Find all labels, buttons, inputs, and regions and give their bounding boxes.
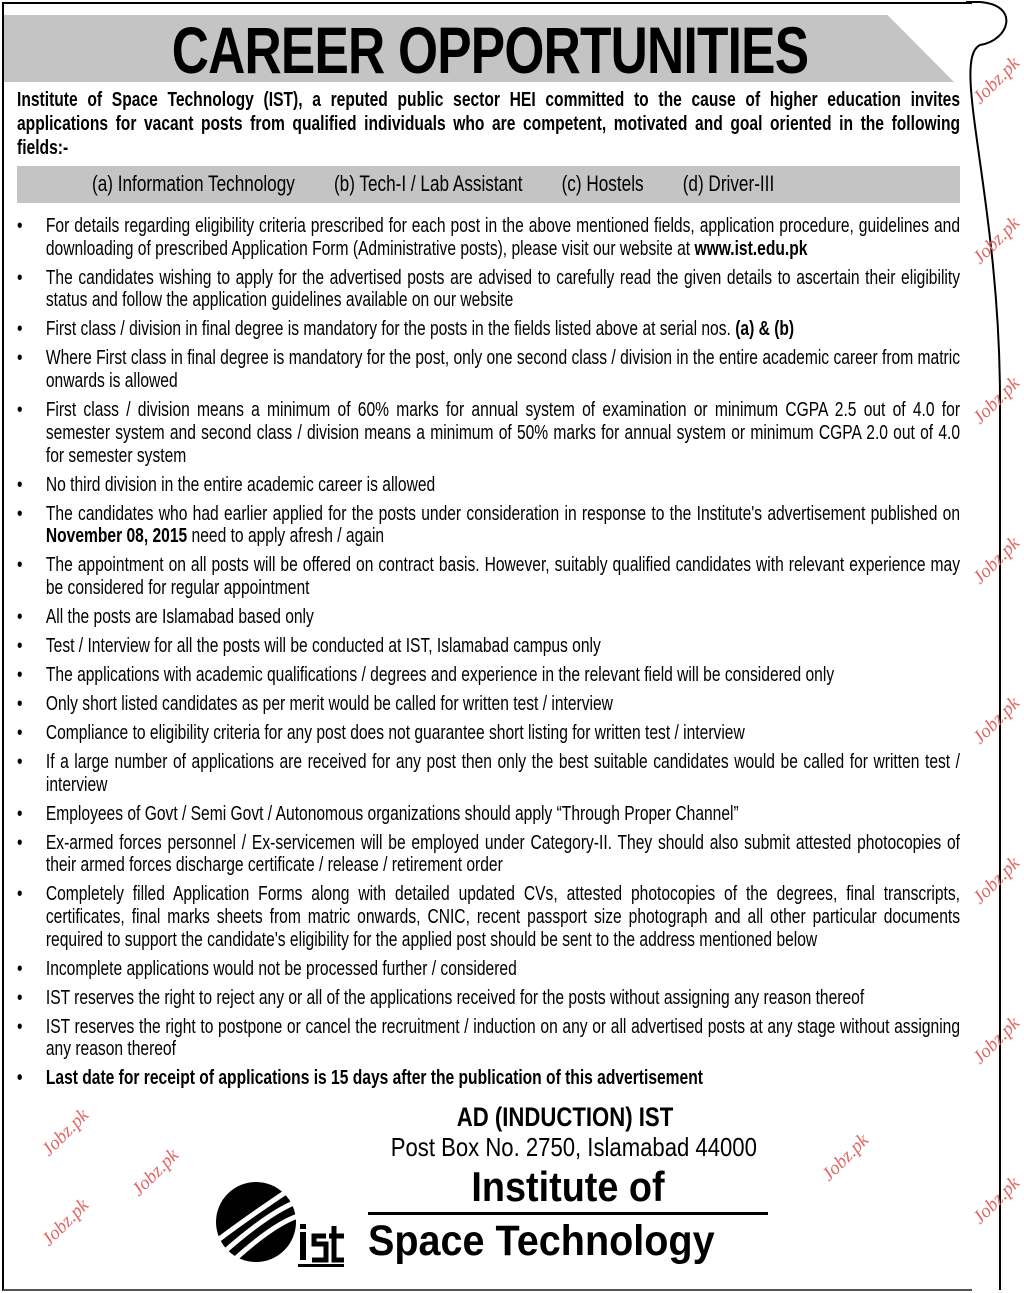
watermark: Jobz.pk [968, 1172, 1024, 1229]
list-item [17, 399, 960, 467]
bullet-text: No third division in the entire academic career is allowed [45, 473, 436, 496]
bullet-text: Compliance to eligibility criteria for any post does not guarantee short listing for written test / interview [45, 721, 745, 744]
bullet-text: Last date for receipt of applications is 15 days after the publication of this advertisement [45, 1067, 703, 1090]
watermark: Jobz.pk [127, 1145, 184, 1201]
fields-list [92, 170, 809, 198]
bullet-text: First class / division means a minimum of 60% marks for annual system of examination or minimum CGPA 2.5 out of 4.0 for semester system and second class / division means a minimum of 50% marks for annual system or minimum CGPA 2.0 out of 4.0 for semester system [45, 399, 961, 467]
list-item [17, 318, 960, 341]
bullet-text: Test / Interview for all the posts will be conducted at IST, Islamabad campus only [45, 634, 601, 657]
list-item [17, 803, 960, 826]
bullet-text: If a large number of applications are received for any post then only the best suitable candidates would be called for written test / interview [45, 750, 961, 796]
list-item [17, 987, 960, 1010]
address-block [360, 1102, 770, 1162]
fields-bar [17, 166, 960, 203]
bold-text: November 08, 2015 [45, 525, 188, 548]
list-item [17, 722, 960, 745]
watermark: Jobz.pk [968, 212, 1024, 269]
watermark: Jobz.pk [968, 52, 1024, 109]
watermark: Jobz.pk [968, 852, 1024, 909]
list-item [17, 883, 960, 951]
list-item [17, 267, 960, 312]
watermark: Jobz.pk [968, 532, 1024, 589]
bullet-text: Completely filled Application Forms along with detailed updated CVs, attested photocopies of the degrees, final transcripts, certificates, final marks sheets from matric onwards, CNIC, recent passport size photograph and all other particular documents required to support the candidate's eligibility for the applied post should be sent to the address mentioned below [45, 883, 961, 951]
bullet-text: The candidates who had earlier applied for the posts under consideration in response to the Institute's advertisement published on [45, 502, 961, 525]
requirements-list [17, 215, 960, 1090]
list-item [17, 1016, 960, 1061]
footer [17, 1102, 960, 1282]
bullet-text: need to apply afresh / again [187, 525, 385, 548]
website-link[interactable]: www.ist.edu.pk [694, 237, 808, 260]
bullet-text: Only short listed candidates as per merit would be called for written test / interview [45, 692, 613, 715]
list-item [17, 554, 960, 599]
list-item [17, 606, 960, 629]
bullet-text: The applications with academic qualifications / degrees and experience in the relevant field will be considered only [45, 663, 835, 686]
bullet-text: IST reserves the right to reject any or all of the applications received for the posts without assigning any reason thereof [45, 986, 865, 1009]
list-item [17, 751, 960, 796]
page-title: CAREER OPPORTUNITIES [171, 13, 809, 87]
list-item [17, 347, 960, 392]
list-item [17, 215, 960, 260]
watermark: Jobz.pk [968, 372, 1024, 429]
list-item [17, 832, 960, 877]
list-item [17, 664, 960, 687]
bold-text: (a) & (b) [735, 318, 795, 341]
bullet-text: The appointment on all posts will be offered on contract basis. However, suitably qualified candidates with relevant experience may be considered for regular appointment [45, 554, 961, 599]
list-item [17, 693, 960, 716]
bullet-text: Where First class in final degree is mandatory for the post, only one second class / division in the entire academic career from matric onwards is allowed [45, 347, 961, 393]
bullet-text: The candidates wishing to apply for the advertised posts are advised to carefully read the given details to ascertain their eligibility status and follow the application guidelines available on our website [45, 266, 961, 312]
list-item [17, 474, 960, 497]
divider [368, 1212, 768, 1215]
watermark: Jobz.pk [968, 1012, 1024, 1069]
address-line: Post Box No. 2750, Islamabad 44000 [390, 1132, 757, 1163]
bullet-text: Incomplete applications would not be processed further / considered [45, 957, 517, 980]
address-heading: AD (INDUCTION) IST [456, 1102, 674, 1133]
bullet-text: For details regarding eligibility criteria prescribed for each post in the above mentioned fields, application procedure, guidelines and downloading of prescribed Application Form (Administrative posts), please visit our website at [45, 215, 961, 260]
list-item [17, 1067, 960, 1090]
bullet-text: Ex-armed forces personnel / Ex-servicemen will be employed under Category-II. They should also submit attested photocopies of their armed forces discharge certificate / release / retirement order [45, 831, 961, 877]
bullet-text: First class / division in final degree is mandatory for the posts in the fields listed above at serial nos. [45, 318, 736, 341]
field-item: (b) Tech-I / Lab Assistant [333, 171, 523, 196]
list-item [17, 635, 960, 658]
watermark: Jobz.pk [37, 1105, 94, 1161]
intro-paragraph: Institute of Space Technology (IST), a reputed public sector HEI committed to the cause of higher education invites applications for vacant posts from qualified individuals who are competent, motivated and goal oriented in the following fields:- [17, 89, 961, 159]
watermark: Jobz.pk [817, 1130, 874, 1186]
watermark: Jobz.pk [968, 692, 1024, 749]
list-item [17, 958, 960, 981]
institute-name-line2: Space Technology [368, 1217, 715, 1266]
bullet-text: IST reserves the right to postpone or cancel the recruitment / induction on any or all advertised posts at any stage without assigning any reason thereof [45, 1015, 961, 1061]
field-item: (a) Information Technology [92, 171, 295, 196]
list-item [17, 503, 960, 548]
torn-edge [960, 0, 1024, 1293]
field-item: (d) Driver-III [682, 171, 775, 196]
institute-name-line1: Institute of [471, 1163, 665, 1211]
bullet-text: Employees of Govt / Semi Govt / Autonomous organizations should apply “Through Proper Channel” [45, 802, 739, 825]
watermark: Jobz.pk [37, 1195, 94, 1251]
field-item: (c) Hostels [561, 171, 644, 196]
ist-logo-icon [214, 1180, 349, 1268]
content-column [17, 88, 960, 1282]
bullet-text: All the posts are Islamabad based only [45, 605, 314, 628]
